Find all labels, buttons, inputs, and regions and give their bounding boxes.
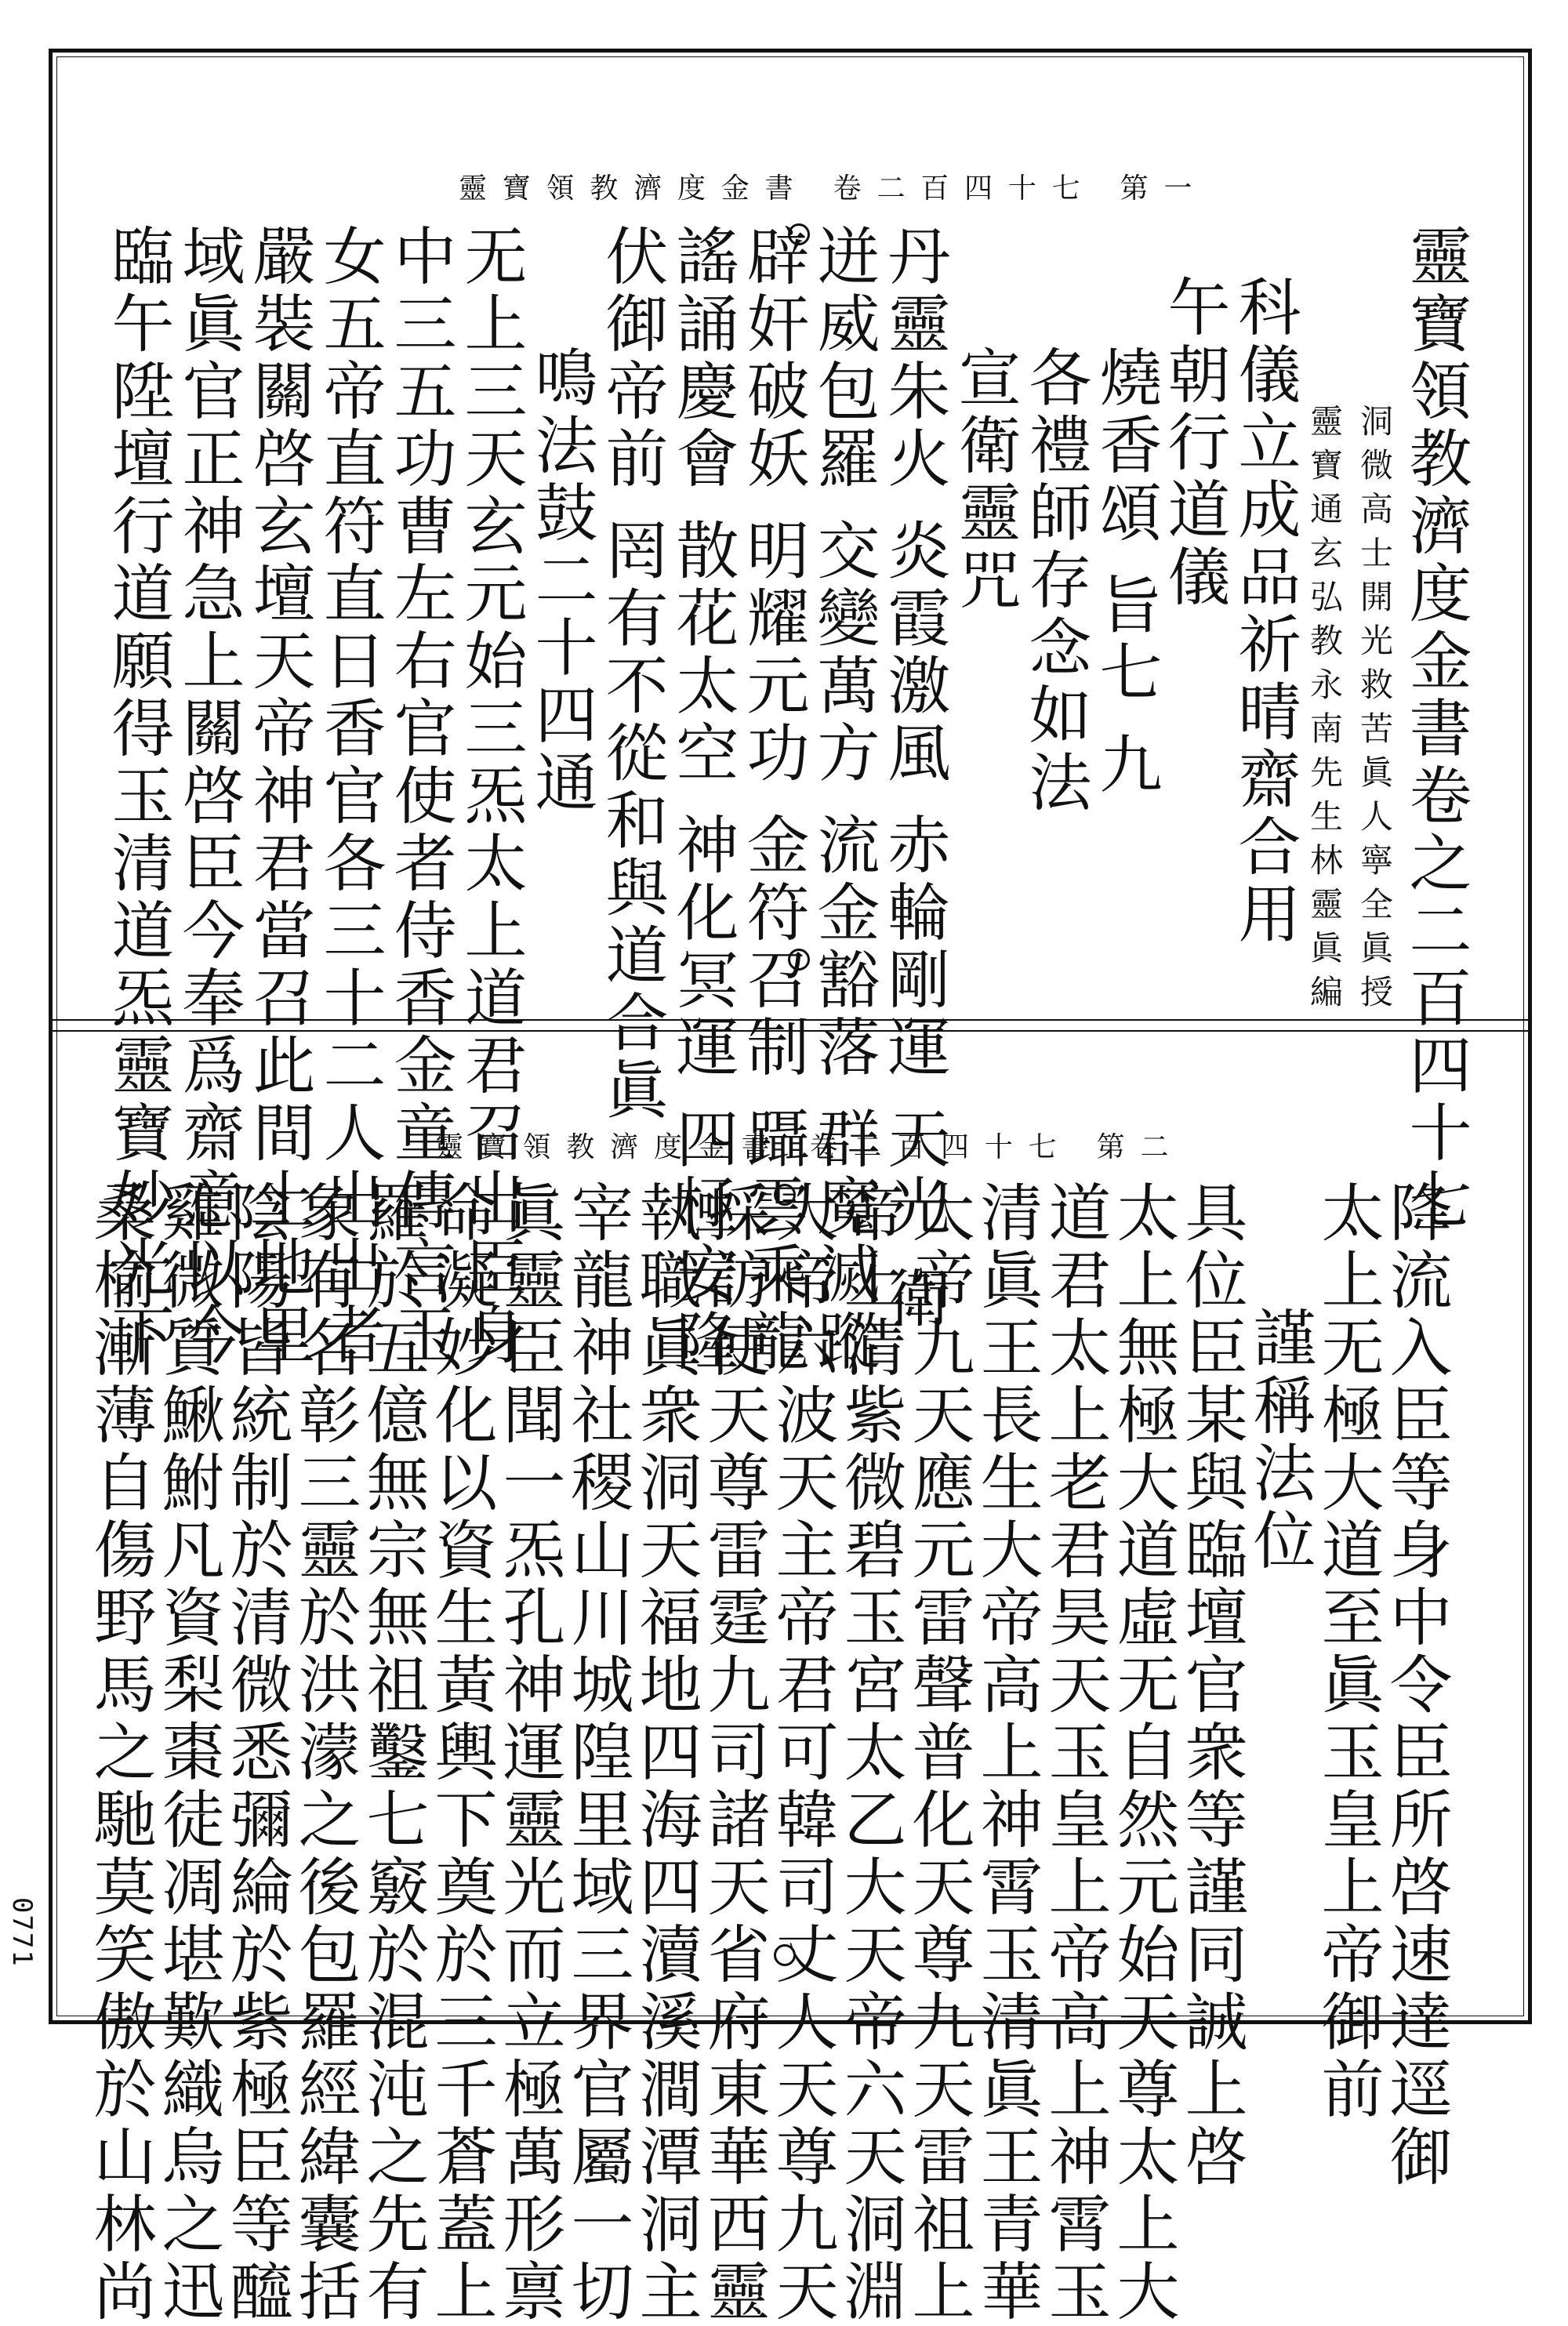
top-column-14: 鳴法鼓二十四通 [524, 345, 597, 817]
top-column-15: 无上三天玄元始三炁太上道君召出臣身 [454, 223, 527, 1370]
top-column-17: 女五帝直符直日香官各三十二人出出者 [313, 223, 386, 1370]
top-column-3: 靈寶通玄弘教永南先生林靈眞編 [1305, 404, 1344, 1018]
bottom-column-18: 陰陽皆統制於清微悉彌綸於紫極臣等醯 [220, 1180, 292, 2326]
top-column-7: 各禮師存念如法 [1018, 345, 1091, 817]
top-column-4: 科儀立成品祈晴齋合用 [1228, 274, 1301, 949]
bottom-page-header: 靈寶領教濟度金書 卷二百四十七 第二 [435, 1131, 1185, 1163]
bottom-column-20: 桑榆漸薄自傷野馬之馳莫笑傲於山林尚 [83, 1180, 156, 2326]
top-column-2: 洞微高士開光救苦眞人寧全眞授 [1356, 404, 1394, 1018]
bottom-column-3: 謹稱法位 [1243, 1305, 1316, 1575]
bottom-column-19: 雞微質鰍鮒凡資梨棗徒凋堪歎織烏之迅 [151, 1180, 224, 2326]
page-number: 0771 [6, 1897, 38, 1968]
bottom-column-12: 執職眞衆洞天福地四海四瀆溪澗潭洞主 [629, 1180, 702, 2326]
top-column-6: 燒香頌 旨七 九 [1089, 345, 1162, 799]
bottom-column-16: 羅於五億無宗無祖鑿七竅於混沌之先有 [356, 1180, 429, 2326]
top-column-9: 丹靈朱火 炎霞激風 赤輪剛運 天光 衛 [877, 223, 950, 1334]
bottom-column-14: 眞靈臣聞一炁孔神運靈光而立極萬形禀 [492, 1180, 565, 2326]
top-column-12: 謠誦慶會 散花太空 神化冥運 四極安隆 [666, 223, 739, 1377]
bottom-column-1: 降流入臣等身中令臣所啓速達逕御 [1379, 1180, 1452, 2191]
bottom-column-7: 清眞王長生大帝高上神霄玉清眞王青華 [970, 1180, 1043, 2326]
circle-mark [774, 1184, 796, 1206]
top-column-16: 中三五功曹左右官使者侍香金童傳言玉 [383, 223, 456, 1370]
top-column-5: 午朝行道儀 [1157, 274, 1230, 611]
bottom-column-5: 太上無極大道虛无自然元始天尊太上大 [1106, 1180, 1179, 2326]
top-column-18: 嚴裝關啓玄壇天帝神君當召此間土地里 [242, 223, 315, 1370]
bottom-column-10: 大帝六波天主帝君可韓司丈人天尊九天 [765, 1180, 838, 2326]
top-column-8: 宣衛靈咒 [948, 345, 1021, 615]
top-column-11: 辟奸破妖 明耀元功 金符召制 躡雲乘龍 [736, 223, 809, 1377]
bottom-column-13: 宰龍神社稷山川城隍里域三界官屬一切 [561, 1180, 633, 2326]
bottom-column-6: 道君太上老君昊天玉皇上帝高上神霄玉 [1038, 1180, 1111, 2326]
circle-mark [774, 1944, 796, 1966]
top-column-19: 域眞官正神急上關啓臣今奉爲齋意以今 [172, 223, 245, 1370]
bottom-column-17: 象有名彰三靈於洪濛之後包羅經緯囊括 [288, 1180, 361, 2326]
top-page-header: 靈寶領教濟度金書 卷二百四十七 第一 [459, 172, 1208, 205]
top-column-20: 臨午陞壇行道願得玉清道炁靈寶妙光下 [101, 223, 174, 1370]
bottom-column-4: 具位臣某與臨壇官衆等謹同誠上啓 [1174, 1180, 1247, 2191]
top-column-13: 伏御帝前 罔有不從和與道合眞 [595, 223, 668, 1125]
bottom-column-9: 帝上清紫微碧玉宮太乙大天帝六天洞淵 [833, 1180, 906, 2326]
top-column-10: 迸威包羅 交變萬方 流金豁落 群魔滅蹤 [807, 223, 880, 1377]
circle-mark [788, 949, 810, 971]
bottom-column-11: 採訪使天尊雷霆九司諸天省府東華西靈 [697, 1180, 770, 2326]
circle-mark [788, 223, 810, 245]
bottom-column-15: 命凝妙化以資生黃輿下奠於三千蒼蓋上 [424, 1180, 497, 2326]
bottom-column-8: 大帝九天應元雷聲普化天尊九天雷祖上 [902, 1180, 975, 2326]
bottom-column-2: 太上无極大道至眞玉皇上帝御前 [1311, 1180, 1384, 2124]
top-column-1: 靈寶領教濟度金書卷之二百四十七 [1399, 223, 1472, 1235]
